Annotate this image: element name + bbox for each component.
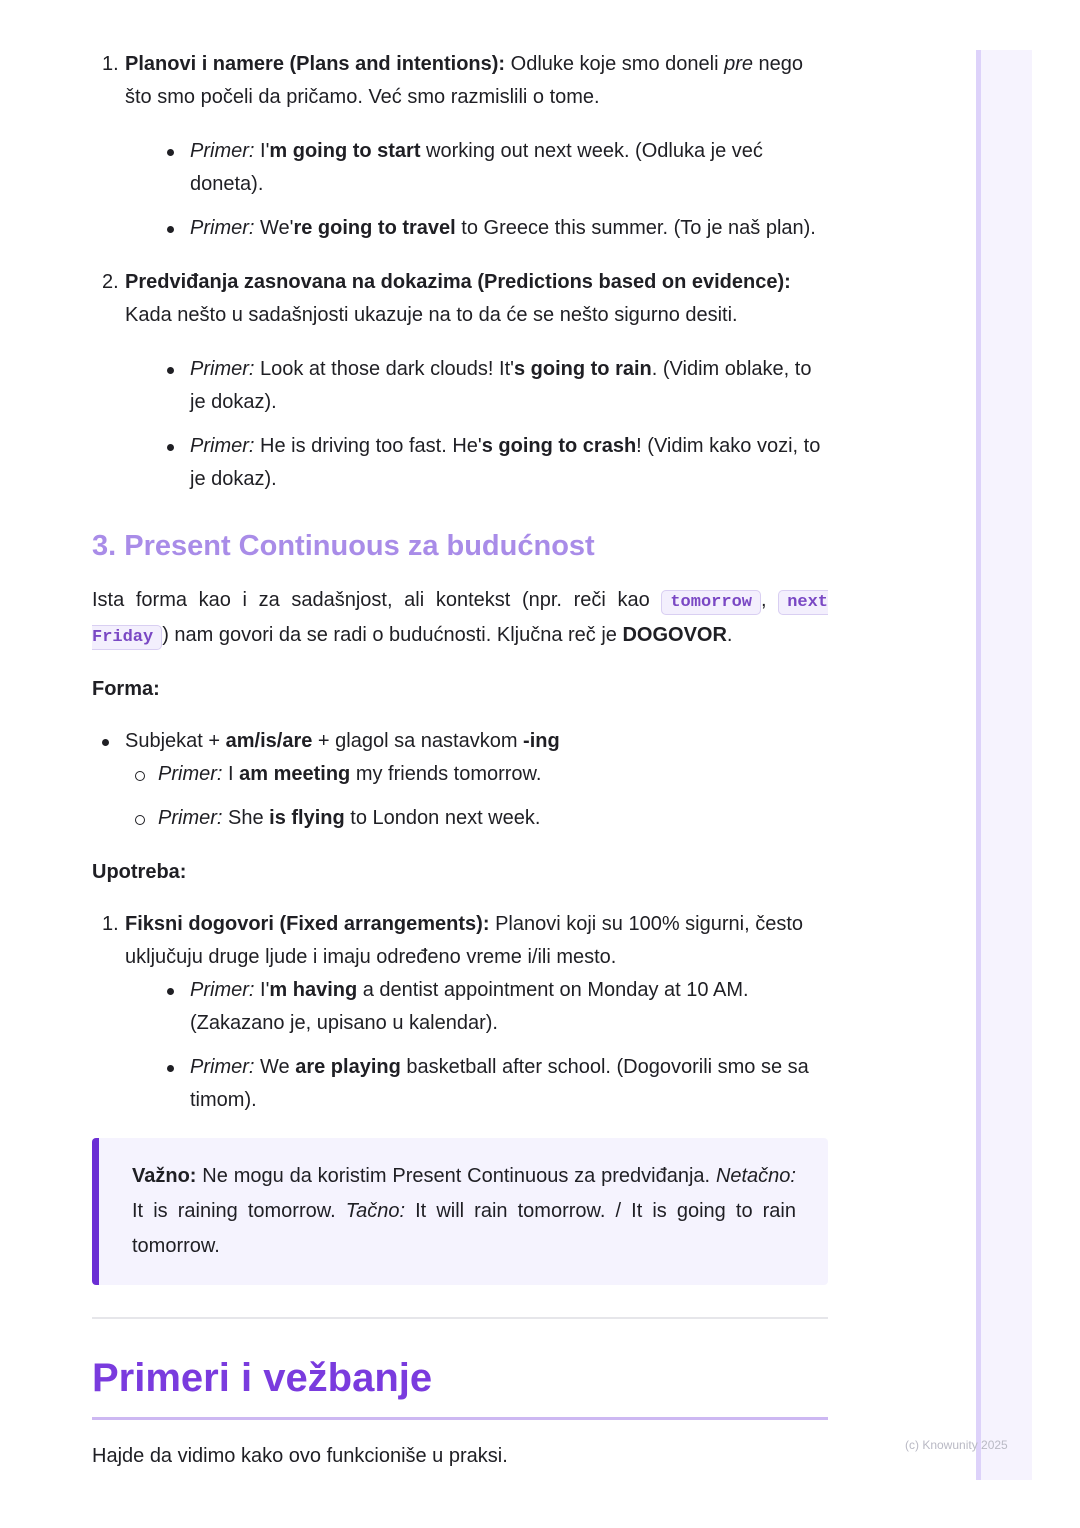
important-callout [92,1138,828,1285]
example-label: Primer: [190,979,255,1001]
example-item [125,212,828,245]
example-label: Primer: [158,807,223,829]
form-label: Forma: [92,678,160,700]
intro-separator: , [760,589,779,611]
item-title: Planovi i namere (Plans and intentions): [125,53,506,75]
example-text: ! (Vidim kako vozi, to je dokaz). [190,435,821,490]
list-number: 1. [102,913,119,935]
example-text: I' [254,979,270,1001]
callout-text: It is raining tomorrow. [132,1200,346,1222]
example-label: Primer: [190,435,255,457]
item-desc: Odluke koje smo doneli [505,53,725,75]
item-title: Predviđanja zasnovana na dokazima (Predictions based on evidence): [125,271,791,293]
example-bold: are playing [295,1056,401,1078]
example-text: basketball after school. (Dogovorili smo se sa timom). [190,1056,809,1111]
example-bold: m having [269,979,358,1001]
list-number: 1. [102,53,119,75]
example-text: a dentist appointment on Monday at 10 AM. (Zakazano je, upisano u kalendar). [190,979,749,1034]
example-label: Primer: [190,217,255,239]
example-text: Look at those dark clouds! It' [254,358,514,380]
list-number: 2. [102,271,119,293]
example-label: Primer: [158,763,223,785]
example-text: I' [254,140,270,162]
example-bold: re going to travel [293,217,456,239]
list-item-plans [92,48,828,245]
example-item [125,802,828,835]
example-item [125,135,828,201]
example-text: We [254,1056,296,1078]
practice-intro: Hajde da vidimo kako ovo funkcioniše u praksi. [92,1445,508,1467]
example-text: to Greece this summer. (To je naš plan). [455,217,816,239]
intro-keyword: DOGOVOR [622,624,727,646]
example-label: Primer: [190,358,255,380]
code-next-friday: next Friday [92,590,828,650]
content-area [92,48,828,1473]
example-bold: s going to rain [513,358,652,380]
form-item [92,725,828,835]
practice-heading: Primeri i vežbanje [92,1353,828,1420]
intro-text: ) nam govori da se radi o budućnosti. Ključna reč je [162,624,623,646]
example-item [125,1051,828,1117]
item-desc: nego što smo počeli da pričamo. Već smo razmislili o tome. [125,53,804,108]
example-bold: am meeting [239,763,351,785]
example-item [125,758,828,791]
item-title: Fiksni dogovori (Fixed arrangements): [125,913,490,935]
section-heading: 3. Present Continuous za budućnost [92,530,595,562]
example-text: to London next week. [344,807,541,829]
example-text: I [222,763,240,785]
example-text: working out next week. (Odluka je već doneta). [190,140,763,195]
example-item [125,974,828,1040]
callout-em: Tačno: [345,1200,406,1222]
item-desc: Planovi koji su 100% sigurni, često uključuju druge ljude i imaju određeno vreme i/ili mesto. [125,913,804,968]
going-to-uses-list [92,48,828,496]
example-label: Primer: [190,1056,255,1078]
example-bold: m going to start [269,140,421,162]
section-divider [92,1317,828,1319]
form-bold: am/is/are [225,730,313,752]
example-label: Primer: [190,140,255,162]
example-text: my friends tomorrow. [350,763,542,785]
side-panel [976,50,1032,1480]
form-example-list [125,758,828,835]
example-bold: s going to crash [481,435,637,457]
example-text: . (Vidim oblake, to je dokaz). [190,358,812,413]
form-text: Subjekat + [125,730,226,752]
form-list [92,725,828,835]
example-list [125,353,828,496]
example-item [125,430,828,496]
section-intro [92,584,828,654]
callout-text: Ne mogu da koristim Present Continuous za predviđanja. [196,1165,716,1187]
callout-em: Netačno: [715,1165,796,1187]
example-bold: is flying [269,807,345,829]
item-desc: Kada nešto u sadašnjosti ukazuje na to da će se nešto sigurno desiti. [125,304,738,326]
item-desc-em: pre [724,53,753,75]
example-item [125,353,828,419]
usage-list [92,908,828,1117]
example-text: She [222,807,270,829]
list-item-fixed-arrangements [92,908,828,1117]
callout-text: It will rain tomorrow. / It is going to rain tomorrow. [132,1200,796,1257]
copyright-text: (c) Knowunity 2025 [905,1438,1008,1452]
form-bold: -ing [523,730,560,752]
intro-text: Ista forma kao i za sadašnjost, ali kontekst (npr. reči kao [92,589,662,611]
callout-label: Važno: [132,1165,197,1187]
example-list [125,974,828,1117]
example-text: He is driving too fast. He' [254,435,482,457]
form-text: + glagol sa nastavkom [312,730,524,752]
code-tomorrow: tomorrow [661,590,761,615]
example-text: We' [254,217,294,239]
example-list [125,135,828,245]
intro-text: . [726,624,733,646]
list-item-predictions [92,266,828,496]
usage-label: Upotreba: [92,861,187,883]
